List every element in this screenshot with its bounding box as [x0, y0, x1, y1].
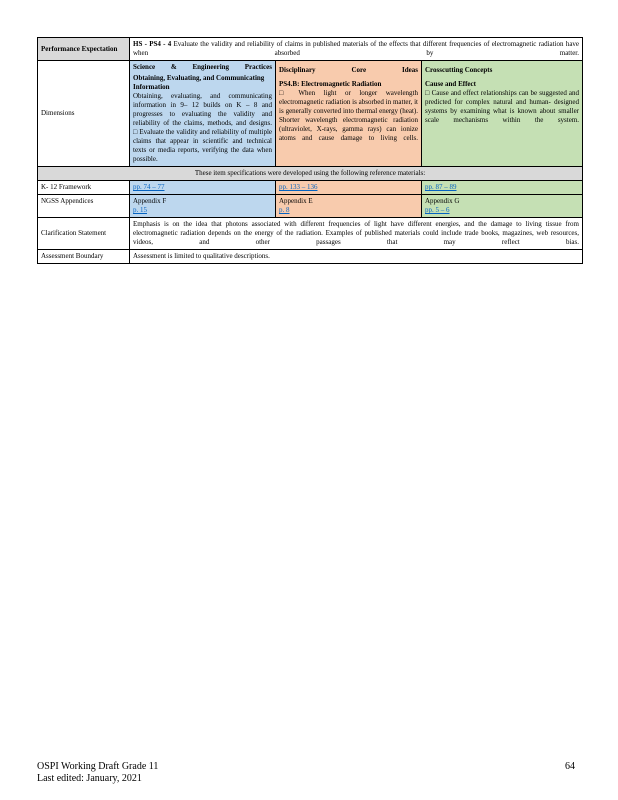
k12-framework-row — [38, 181, 583, 195]
sep-cell — [130, 61, 276, 167]
ngss-dci-link[interactable]: p. 8 — [279, 206, 290, 214]
sep-title: Science & Engineering Practices — [133, 63, 272, 71]
reference-note: These item specifications were developed using the following reference materials: — [38, 167, 583, 181]
item-specification-table — [37, 37, 583, 264]
assessment-boundary-text: Assessment is limited to qualitative descriptions. — [130, 250, 583, 264]
pe-cell — [130, 38, 583, 61]
ngss-ccc-appendix: Appendix G — [425, 197, 460, 205]
checkbox-bullet-icon: □ — [425, 89, 430, 97]
sep-body: Obtaining, evaluating, and communicating information in 9– 12 builds on K – 8 and progresses to evaluating the validity and reliability of the claims, methods, and designs. — [133, 92, 272, 127]
ngss-sep-appendix: Appendix F — [133, 197, 167, 205]
sep-bullet — [133, 128, 272, 164]
ngss-appendices-row — [38, 195, 583, 218]
pe-code: HS - PS4 - 4 — [133, 40, 172, 48]
ngss-ccc-link[interactable]: pp. 5 – 6 — [425, 206, 450, 214]
k12-sep-cell — [130, 181, 276, 195]
k12-label: K- 12 Framework — [38, 181, 130, 195]
dci-subtitle: PS4.B: Electromagnetic Radiation — [279, 80, 382, 88]
dci-title: Disciplinary Core Ideas — [279, 66, 418, 74]
ngss-sep-cell — [130, 195, 276, 218]
pe-label: Performance Expectation — [38, 38, 130, 61]
assessment-boundary-label: Assessment Boundary — [38, 250, 130, 264]
dci-bullet — [279, 89, 418, 143]
ngss-ccc-cell — [422, 195, 583, 218]
footer-last-edited: Last edited: January, 2021 — [37, 773, 142, 784]
ngss-dci-appendix: Appendix E — [279, 197, 313, 205]
dci-cell — [276, 61, 422, 167]
checkbox-bullet-icon: □ — [133, 128, 138, 136]
ngss-dci-cell — [276, 195, 422, 218]
ngss-label: NGSS Appendices — [38, 195, 130, 218]
ccc-bullet — [425, 89, 579, 125]
ccc-bullet-text: Cause and effect relationships can be suggested and predicted for complex natural and human- designed systems by examining what is known about smaller scale mechanisms within the system. — [425, 89, 580, 124]
footer-draft-label: OSPI Working Draft Grade 11 — [37, 761, 159, 772]
dci-bullet-text: When light or longer wavelength electromagnetic radiation is absorbed in matter, it is generally converted into thermal energy (heat). Shorter wavelength electromagnetic radiation (ultraviolet, X-rays, gamma rays) can ionize atoms and cause damage to living cells. — [279, 89, 419, 142]
clarification-statement-row — [38, 218, 583, 250]
sep-bullet-text: Evaluate the validity and reliability of multiple claims that appear in scientific and technical texts or media reports, verifying the data when possible. — [133, 128, 272, 163]
sep-subtitle: Obtaining, Evaluating, and Communicating Information — [133, 74, 265, 91]
performance-expectation-row — [38, 38, 583, 61]
k12-ccc-link[interactable]: pp. 87 – 89 — [425, 183, 457, 191]
clarification-text: Emphasis is on the idea that photons associated with different frequencies of light have different energies, and the damage to living tissue from electromagnetic radiation depends on the energy of the radiation. Examples of published materials could include trade books, magazines, web resources, videos, and other passages that may reflect bias. — [130, 218, 583, 250]
clarification-label: Clarification Statement — [38, 218, 130, 250]
k12-dci-link[interactable]: pp. 133 – 136 — [279, 183, 318, 191]
k12-ccc-cell — [422, 181, 583, 195]
assessment-boundary-row — [38, 250, 583, 264]
dimensions-row — [38, 61, 583, 167]
k12-sep-link[interactable]: pp. 74 – 77 — [133, 183, 165, 191]
ccc-title: Crosscutting Concepts — [425, 66, 493, 74]
pe-text: Evaluate the validity and reliability of claims in published materials of the effects that different frequencies of electromagnetic radiation have when absorbed by matter. — [133, 40, 580, 57]
ccc-subtitle: Cause and Effect — [425, 80, 476, 88]
ccc-cell — [422, 61, 583, 167]
k12-dci-cell — [276, 181, 422, 195]
page-footer — [37, 761, 158, 785]
checkbox-bullet-icon: □ — [279, 89, 290, 97]
ngss-sep-link[interactable]: p. 15 — [133, 206, 147, 214]
reference-note-row — [38, 167, 583, 181]
page-number: 64 — [565, 761, 575, 772]
dimensions-label: Dimensions — [38, 61, 130, 167]
